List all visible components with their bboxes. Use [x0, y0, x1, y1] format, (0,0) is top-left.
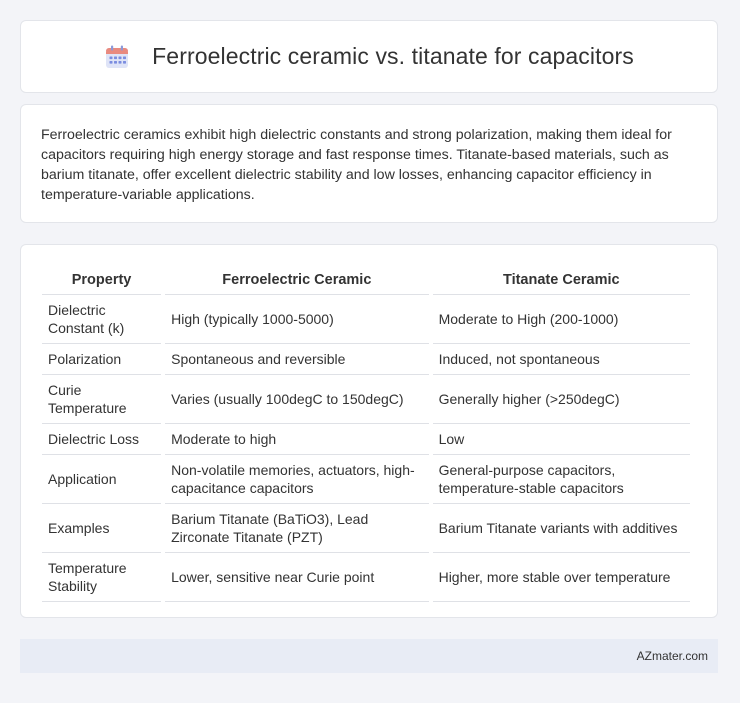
- footer-bar: [20, 639, 718, 673]
- column-header-property: Property: [42, 262, 161, 295]
- titanate-cell: Induced, not spontaneous: [433, 344, 690, 375]
- titanate-cell: General-purpose capacitors, temperature-stable capacitors: [433, 455, 690, 504]
- titanate-cell: Generally higher (>250degC): [433, 375, 690, 424]
- ferroelectric-cell: Varies (usually 100degC to 150degC): [165, 375, 428, 424]
- property-cell: Examples: [42, 504, 161, 553]
- ferroelectric-cell: Spontaneous and reversible: [165, 344, 428, 375]
- table-row: [42, 344, 690, 375]
- table-row: [42, 295, 690, 344]
- property-cell: Temperature Stability: [42, 553, 161, 602]
- property-cell: Dielectric Constant (k): [42, 295, 161, 344]
- ferroelectric-cell: Moderate to high: [165, 424, 428, 455]
- property-cell: Polarization: [42, 344, 161, 375]
- column-header-ferroelectric: Ferroelectric Ceramic: [165, 262, 428, 295]
- ferroelectric-cell: Non-volatile memories, actuators, high-capacitance capacitors: [165, 455, 428, 504]
- titanate-cell: Barium Titanate variants with additives: [433, 504, 690, 553]
- table-row: [42, 375, 690, 424]
- intro-text: Ferroelectric ceramics exhibit high dielectric constants and strong polarization, making them ideal for capacitors requiring high energy storage and fast response times. Titanate-based materials, such as barium titanate, offer excellent dielectric stability and low losses, enhancing capacitor efficiency in temperature-variable applications.: [41, 127, 672, 203]
- property-cell: Application: [42, 455, 161, 504]
- title-wrap: [104, 43, 634, 70]
- property-cell: Curie Temperature: [42, 375, 161, 424]
- titanate-cell: Higher, more stable over temperature: [433, 553, 690, 602]
- table-header-row: [42, 262, 690, 295]
- titanate-cell: Moderate to High (200-1000): [433, 295, 690, 344]
- footer-site-link[interactable]: AZmater.com: [636, 649, 708, 663]
- property-cell: Dielectric Loss: [42, 424, 161, 455]
- page-title: Ferroelectric ceramic vs. titanate for capacitors: [152, 43, 634, 69]
- table-row: [42, 455, 690, 504]
- ferroelectric-cell: High (typically 1000-5000): [165, 295, 428, 344]
- title-card: [20, 20, 718, 93]
- column-header-titanate: Titanate Ceramic: [433, 262, 690, 295]
- calendar-icon: [104, 44, 130, 70]
- table-row: [42, 504, 690, 553]
- table-row: [42, 553, 690, 602]
- table-card: [20, 244, 718, 618]
- intro-card: [20, 104, 718, 223]
- table-row: [42, 424, 690, 455]
- ferroelectric-cell: Lower, sensitive near Curie point: [165, 553, 428, 602]
- titanate-cell: Low: [433, 424, 690, 455]
- comparison-table: [38, 262, 694, 602]
- ferroelectric-cell: Barium Titanate (BaTiO3), Lead Zirconate Titanate (PZT): [165, 504, 428, 553]
